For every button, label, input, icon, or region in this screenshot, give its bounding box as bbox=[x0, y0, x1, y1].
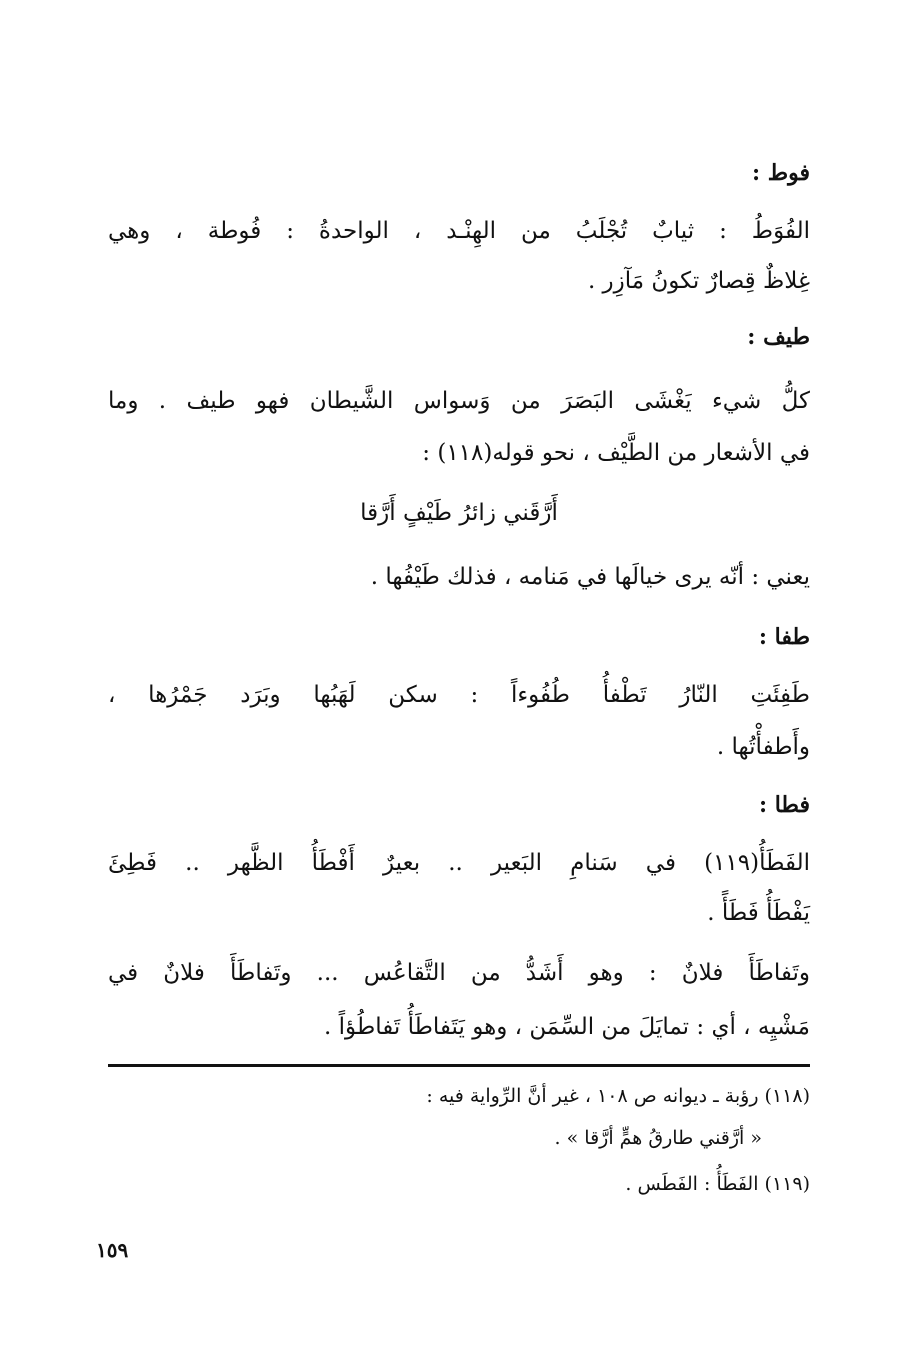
entry-text-line: في الأشعار من الطَّيْف ، نحو قوله(١١٨) : bbox=[422, 440, 810, 466]
entry-text-line: غِلاظٌ قِصارٌ تكونُ مَآزِر . bbox=[587, 268, 810, 294]
entry-heading-fawt: فوط : bbox=[751, 160, 810, 186]
entry-heading-tayf: طيف : bbox=[747, 324, 810, 350]
poetry-verse: أَرَّقَني زائرُ طَيْفٍ أَرَّقا bbox=[360, 500, 558, 526]
footnote-119: (١١٩) الفَطَأُ : الفَطَس . bbox=[625, 1173, 810, 1195]
entry-text-line: الفُوَطُ : ثيابٌ تُجْلَبُ من الهِنْـد ، الواحدةُ : فُوطة ، وهي bbox=[108, 218, 810, 244]
entry-text-line: الفَطَأُ(١١٩) في سَنامِ البَعير .. بعيرٌ أَفْطَأُ الظَّهر .. فَطِئَ bbox=[108, 850, 810, 876]
footnote-118-line-2: « أرَّقني طارقُ همٍّ أرَّقا » . bbox=[554, 1127, 762, 1149]
entry-text-line: طَفِئَتِ النّارُ تَطْفأُ طُفُوءاً : سكن لَهَبُها وبَرَد جَمْرُها ، bbox=[108, 682, 810, 708]
entry-text-line: وأَطفأْتُها . bbox=[716, 734, 810, 760]
footnote-divider bbox=[108, 1064, 810, 1067]
entry-text-line: يَفْطَأُ فَطَأً . bbox=[707, 900, 810, 926]
page-number: ١٥٩ bbox=[96, 1238, 129, 1262]
entry-text-line: مَشْيِه ، أي : تمايَلَ من السِّمَن ، وهو يَتَفاطَأُ تَفاطُؤاً . bbox=[324, 1014, 810, 1040]
footnote-118-line-1: (١١٨) رؤبة ـ ديوانه ص ١٠٨ ، غير أنَّ الرِّواية فيه : bbox=[426, 1085, 810, 1107]
entry-text-line: وتَفاطَأَ فلانٌ : وهو أَشَدُّ من التَّقاعُس ... وتَفاطَأَ فلانٌ في bbox=[108, 960, 810, 986]
entry-heading-fata: فطا : bbox=[758, 792, 810, 818]
entry-text-line: يعني : أنّه يرى خيالَها في مَنامه ، فذلك طَيْفُها . bbox=[370, 564, 810, 590]
entry-heading-tafa: طفا : bbox=[758, 624, 810, 650]
entry-text-line: كلُّ شيء يَغْشَى البَصَرَ من وَسواس الشَّيطان فهو طيف . وما bbox=[108, 388, 810, 414]
